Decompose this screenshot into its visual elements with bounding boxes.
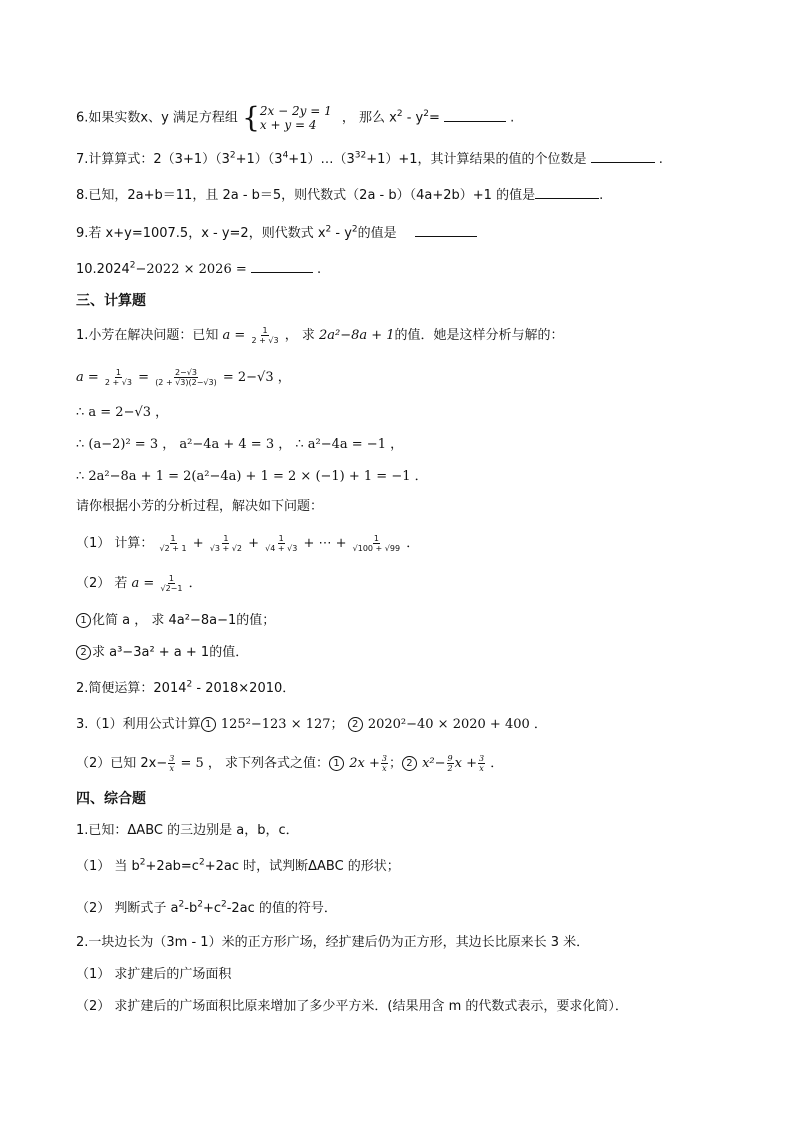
answer-blank[interactable] [591, 150, 655, 163]
denominator: x [382, 764, 387, 773]
question-9 [76, 224, 477, 243]
c2-text-b: - 2018×2010． [192, 681, 296, 696]
answer-blank[interactable] [415, 224, 477, 237]
denominator: (2 + √3)(2−√3) [155, 378, 217, 387]
sup: 2 [129, 260, 136, 271]
calc-1-part-1: （1） 计算： $\frac{1}{√2 + 1}$ + $\frac{1}{√3 + √2}$ + $\frac{1}{√4 + √3}$ + ⋯ + $\frac{1}{√100 + √99}$ ． [76, 534, 420, 553]
c1-p1end: + ⋯ + [299, 536, 347, 551]
sup: 2 [423, 109, 429, 120]
circled-one-icon: 1 [329, 756, 344, 771]
answer-blank[interactable] [251, 260, 313, 273]
circled-one-icon: 1 [76, 613, 91, 628]
z1-c1: （2） 判断式子 a [76, 901, 179, 916]
q6-text-b: ， 那么 x [341, 110, 397, 126]
q10-text: 10.2024 [76, 262, 130, 277]
equation-system [260, 104, 332, 132]
c1-p2v: a = [131, 576, 155, 591]
section-3-title: 三、计算题 [76, 293, 146, 309]
c3-b7: ． [490, 756, 504, 771]
z1-c4: -2ac 的值的符号． [226, 901, 337, 916]
calc-1-line-3: ∴ a = 2−√3 ， [76, 405, 169, 420]
z1-c3: +c [202, 901, 221, 916]
sup: 2 [198, 857, 205, 868]
comp-1: 1.已知：ΔABC 的三边别是 a，b，c． [76, 823, 299, 838]
fraction [104, 368, 133, 387]
q9-text: 9.若 x+y=1007.5，x - y=2，则代数式 x [76, 226, 326, 241]
numerator: 1 [115, 368, 121, 377]
fraction [250, 326, 279, 345]
question-8 [76, 186, 603, 205]
c1-l2: a = [76, 370, 99, 385]
c1-p2i: 化简 a ， 求 4a²−8a−1的值； [92, 613, 276, 628]
plus: + [188, 536, 208, 551]
section-4-title: 四、综合题 [76, 791, 146, 807]
z1-b1: （1） 当 b [76, 859, 140, 874]
calc-3-part-2 [76, 754, 503, 773]
sup: 2 [396, 109, 403, 120]
question-10 [76, 260, 321, 279]
numerator: 3 [381, 754, 387, 763]
denominator: 2 [447, 764, 453, 773]
question-7 [76, 150, 663, 169]
denominator: x [169, 764, 175, 773]
q6-text: 6.如果实数x、y 满足方程组 [76, 110, 238, 126]
c1-text: 1.小芳在解决问题：已知 [76, 328, 219, 343]
q6-text-c: - y [402, 110, 424, 126]
fraction [264, 534, 298, 553]
brace-symbol: { [242, 101, 260, 134]
sup: 2 [178, 899, 185, 910]
c1-p1: （1） 计算： [76, 536, 154, 551]
c3-b5: x²− [422, 756, 446, 771]
plus: + [243, 536, 264, 551]
denominator: √3 + √2 [209, 544, 242, 553]
calc-2 [76, 680, 295, 698]
sup: 2 [186, 679, 193, 690]
sup: 4 [282, 150, 289, 161]
denominator: √4 + √3 [265, 544, 298, 553]
comp-1-part-1 [76, 858, 400, 876]
numerator: 1 [373, 534, 379, 543]
q7-text: 7.计算算式：2（3+1）（3 [76, 152, 230, 167]
denominator: x [479, 764, 484, 773]
equation-2: x + y = 4 [259, 118, 317, 132]
calc-1-part-2-ii [76, 644, 248, 662]
c1-p2: （2） 若 [76, 576, 128, 591]
sup: 2 [197, 899, 203, 910]
numerator: 1 [278, 534, 284, 543]
numerator: 3 [478, 754, 485, 763]
numerator: 1 [223, 534, 229, 543]
numerator: 2−√3 [174, 368, 197, 377]
question-6 [76, 101, 515, 134]
numerator: 1 [262, 326, 268, 335]
fraction [159, 574, 183, 593]
q6-end: . [506, 110, 515, 126]
sup: 32 [354, 150, 367, 161]
numerator: 3 [169, 754, 175, 763]
fraction [352, 534, 401, 553]
c3-text: 3.（1）利用公式计算 [76, 717, 201, 732]
c3-a1: 125²−123 × 127； [220, 717, 344, 732]
denominator: √2 + 1 [159, 544, 187, 553]
denominator: √2−1 [160, 584, 183, 593]
circled-two-icon: 2 [402, 756, 417, 771]
c3-a2: 2020²−40 × 2020 + 400 ． [367, 717, 547, 732]
calc-1-line-6: 请你根据小芳的分析过程，解决如下问题： [76, 499, 324, 514]
c1-l2b: = 2−√3 ， [222, 370, 291, 385]
c2-text: 2.简便运算：2014 [76, 681, 187, 696]
q7-text-c: +1）…（3 [288, 152, 355, 167]
sup: 2 [229, 150, 236, 161]
fraction [478, 754, 485, 773]
c3-b6: x + [454, 756, 477, 771]
calc-3-part-1 [76, 716, 547, 734]
denominator: 2 + √3 [104, 378, 132, 387]
sup: 2 [325, 224, 332, 235]
c1-p2ii: 求 a³−3a² + a + 1的值． [92, 645, 249, 660]
c3-b2: = 5 ， 求下列各式之值： [176, 756, 330, 771]
calc-1-intro [76, 326, 564, 345]
q10-expr: −2022 × 2026 = [135, 262, 251, 277]
calc-1-line-4: ∴ (a−2)² = 3 ， a²−4a + 4 = 3 ， ∴ a²−4a = −1 ， [76, 437, 404, 452]
circled-one-icon: 1 [201, 717, 216, 732]
comp-1-part-2 [76, 900, 337, 918]
fraction [209, 534, 243, 553]
calc-1-part-2-i [76, 612, 275, 630]
c1-var: a = [222, 328, 246, 343]
numerator: 1 [168, 574, 174, 583]
equation-1: 2x − 2y = 1 [259, 104, 332, 118]
fraction [447, 754, 454, 773]
circled-two-icon: 2 [348, 717, 363, 732]
q9-text-c: 的值是 [357, 226, 397, 241]
fraction [159, 534, 188, 553]
z1-b2: +2ab=c [145, 859, 199, 874]
q7-end: . [654, 152, 663, 167]
fraction [154, 368, 218, 387]
denominator: √100 + √99 [352, 544, 401, 553]
c1-expr: 2a²−8a + 1 [318, 328, 395, 343]
q7-text-b: +1）（3 [235, 152, 283, 167]
fraction [168, 754, 175, 773]
c1-text-b: ， 求 [284, 328, 315, 343]
q9-text-b: - y [331, 226, 352, 241]
q8-text: 8.已知，2a+b＝11，且 2a - b＝5，则代数式（2a - b）（4a+2b）+1 的值是 [76, 188, 536, 203]
q7-text-d: +1）+1，其计算结果的值的个位数是 [366, 152, 587, 167]
fraction [381, 754, 388, 773]
calc-1-line-5: ∴ 2a²−8a + 1 = 2(a²−4a) + 1 = 2 × (−1) + 1 = −1 ． [76, 469, 428, 484]
calc-1-line-2: a = $\frac{1}{2 + √3}$ = $\frac{2-√3}{(2 + √3)(2-√3)}$ = 2−√3 ， [76, 368, 291, 387]
q8-end: . [599, 188, 604, 203]
comp-2: 2.一块边长为（3m - 1）米的正方形广场，经扩建后仍为正方形，其边长比原来长 3 米． [76, 935, 590, 950]
comp-2-part-2: （2） 求扩建后的广场面积比原来增加了多少平方米．(结果用含 m 的代数式表示，要求化简）． [76, 999, 628, 1014]
numerator: 9 [447, 754, 453, 763]
sup: 2 [351, 224, 358, 235]
z1-c2: -b [184, 901, 198, 916]
numerator: 1 [170, 534, 176, 543]
q6-text-d: = [428, 110, 444, 126]
q10-end: . [312, 262, 322, 277]
c1-text-c: 的值．她是这样分析与解的： [394, 328, 564, 343]
calc-1-part-2: （2） 若 a = $\frac{1}{√2-1}$ ． [76, 574, 202, 593]
answer-blank[interactable] [535, 186, 599, 199]
comp-2-part-1: （1） 求扩建后的广场面积 [76, 967, 232, 982]
z1-b3: +2ac 时，试判断ΔABC 的形状； [204, 859, 400, 874]
circled-two-icon: 2 [76, 645, 91, 660]
denominator: 2 + √3 [251, 336, 279, 345]
c3-b: （2）已知 2x− [76, 756, 168, 771]
answer-blank[interactable] [444, 109, 506, 122]
sup: 2 [220, 899, 227, 910]
c3-b4: ； [388, 756, 402, 771]
sup: 2 [139, 857, 146, 868]
c3-b3: 2x + [349, 756, 380, 771]
